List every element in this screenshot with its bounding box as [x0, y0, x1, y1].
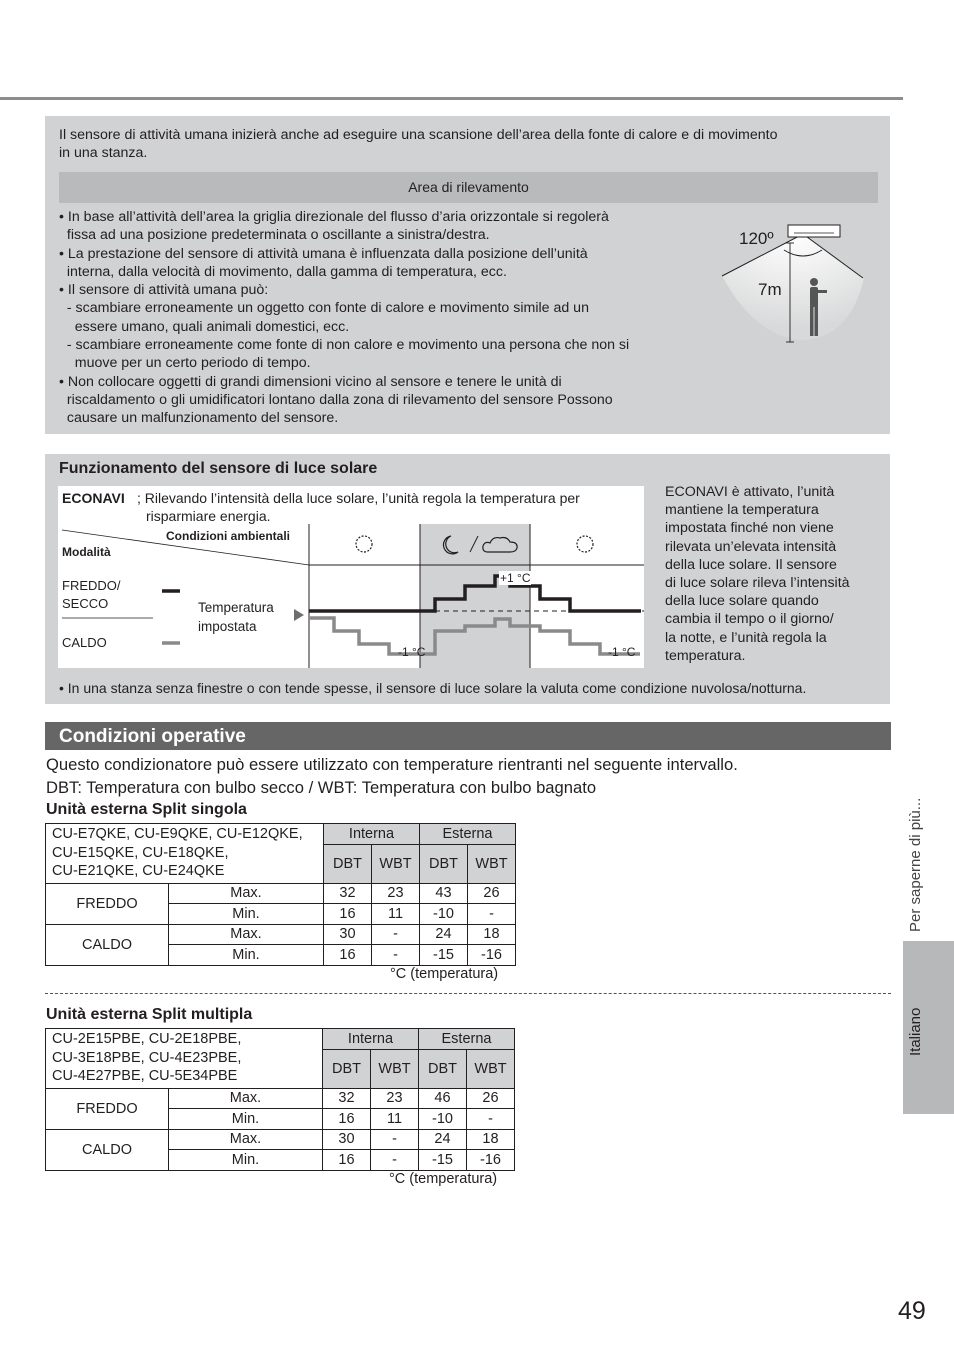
multi-split-table: [45, 1028, 515, 1171]
side-section-label: Per saperne di più...: [907, 797, 924, 932]
value-cell: 30: [324, 924, 372, 945]
sensor-bullet-list: [59, 208, 709, 428]
value-cell: -: [467, 1109, 515, 1130]
econavi-description-line: la notte, e l’unità regola la: [665, 629, 827, 646]
value-cell: 11: [371, 1109, 419, 1130]
max-cell: Max.: [169, 924, 324, 945]
dbt-header: DBT: [324, 844, 372, 883]
value-cell: 16: [323, 1109, 371, 1130]
max-cell: Max.: [169, 1088, 323, 1109]
value-cell: -: [468, 904, 516, 925]
wbt-header: WBT: [372, 844, 420, 883]
section-title: Condizioni operative: [45, 722, 891, 750]
value-cell: 32: [324, 883, 372, 904]
econavi-description: [665, 483, 850, 665]
econavi-description-line: ECONAVI è attivato, l’unità: [665, 484, 835, 500]
sun-icon: [577, 536, 593, 552]
max-cell: Max.: [169, 883, 324, 904]
value-cell: -16: [468, 945, 516, 966]
sensor-bullet-line: interna, dalla velocità di movimento, dalla gamma di temperatura, ecc.: [59, 263, 507, 280]
cool-mode-cell: FREDDO: [46, 1088, 169, 1129]
min-cell: Min.: [169, 1150, 323, 1171]
model-line: CU-E21QKE, CU-E24QKE: [52, 863, 225, 879]
plus-one-label: +1 °C: [500, 571, 531, 585]
sensor-bullet-line: • La prestazione del sensore di attività umana è influenzata dalla posizione dell’unità: [59, 245, 588, 262]
mode-cool: [62, 577, 121, 613]
value-cell: -: [371, 1129, 419, 1150]
value-cell: 11: [372, 904, 420, 925]
table-heading: Unità esterna Split multipla: [46, 1006, 253, 1023]
value-cell: -15: [419, 1150, 467, 1171]
top-rule: [0, 97, 903, 100]
min-cell: Min.: [169, 945, 324, 966]
mode-heat: CALDO: [62, 635, 107, 650]
wbt-header: WBT: [468, 844, 516, 883]
dbt-header: DBT: [419, 1049, 467, 1088]
unit-note: °C (temperatura): [389, 1171, 498, 1187]
model-line: CU-4E27PBE, CU-5E34PBE: [52, 1068, 238, 1084]
econavi-label: ECONAVI: [62, 490, 125, 506]
model-line: CU-3E18PBE, CU-4E23PBE,: [52, 1049, 242, 1066]
heat-mode-cell: CALDO: [46, 924, 169, 965]
econavi-diagram: [58, 486, 644, 668]
solar-note: • In una stanza senza finestre o con tende spesse, il sensore di luce solare la valuta come condizione nuvolosa/notturna.: [59, 680, 807, 696]
dashed-divider: [45, 993, 891, 994]
sensor-bullet-line: - scambiare erroneamente come fonte di non calore e movimento una persona che non si: [59, 337, 630, 354]
max-cell: Max.: [169, 1129, 323, 1150]
operating-intro: [46, 753, 738, 799]
model-line: CU-E7QKE, CU-E9QKE, CU-E12QKE,: [52, 826, 303, 842]
language-tab-label: Italiano: [907, 1007, 924, 1056]
unit-note: °C (temperatura): [390, 966, 499, 982]
mode-header: Modalità: [62, 545, 111, 559]
mode-cool-line: FREDDO/: [62, 578, 121, 593]
sensor-bullet-line: - scambiare erroneamente un oggetto con fonte di calore e movimento simile ad un: [59, 300, 589, 317]
detection-area-header: Area di rilevamento: [59, 172, 878, 203]
econavi-text: risparmiare energia.: [146, 508, 271, 524]
table-heading: Unità esterna Split singola: [46, 801, 247, 818]
model-line: CU-2E15PBE, CU-2E18PBE,: [52, 1031, 242, 1047]
sensor-bullet-line: essere umano, quali animali domestici, ecc.: [59, 318, 350, 335]
sensor-intro: [59, 126, 879, 163]
value-cell: 26: [468, 883, 516, 904]
operating-intro-line: Questo condizionatore può essere utilizzato con temperature rientranti nel seguente intervallo.: [46, 755, 738, 774]
value-cell: 16: [324, 945, 372, 966]
value-cell: 23: [371, 1088, 419, 1109]
value-cell: -10: [419, 1109, 467, 1130]
setpoint-arrow-icon: [294, 609, 304, 621]
econavi-description-line: cambia il tempo o il giorno/: [665, 611, 834, 628]
sensor-bullet-line: riscaldamento o gli umidificatori lontano dalla zona di rilevamento del sensore Possono: [59, 391, 613, 408]
outdoor-header: Esterna: [419, 1029, 515, 1050]
value-cell: 30: [323, 1129, 371, 1150]
setpoint-label: [198, 599, 274, 636]
value-cell: 43: [420, 883, 468, 904]
value-cell: -15: [420, 945, 468, 966]
wbt-header: WBT: [467, 1049, 515, 1088]
minus-one-label: -1 °C: [608, 645, 636, 659]
min-cell: Min.: [169, 904, 324, 925]
sensor-bullet-line: • In base all’attività dell’area la griglia direzionale del flusso d’aria orizzontale si regolerà: [59, 209, 609, 225]
indoor-header: Interna: [324, 824, 420, 845]
indoor-unit-icon: [788, 225, 840, 237]
model-line: CU-E15QKE, CU-E18QKE,: [52, 844, 229, 861]
econavi-description-line: della luce solare. Il sensore: [665, 556, 837, 573]
value-cell: 24: [420, 924, 468, 945]
sun-icon: [356, 536, 372, 552]
setpoint-label-line: impostata: [198, 618, 257, 634]
value-cell: 18: [468, 924, 516, 945]
detection-distance: 7m: [758, 280, 782, 299]
value-cell: -: [372, 924, 420, 945]
value-cell: 26: [467, 1088, 515, 1109]
value-cell: 18: [467, 1129, 515, 1150]
sensor-bullet-line: causare un malfunzionamento del sensore.: [59, 410, 339, 427]
heat-mode-cell: CALDO: [46, 1129, 169, 1170]
sensor-bullet-line: fissa ad una posizione predeterminata o oscillante a sinistra/destra.: [59, 227, 490, 244]
econavi-text: ; Rilevando l’intensità della luce solare, l’unità regola la temperatura per: [137, 490, 580, 506]
detection-angle: 120º: [739, 229, 774, 248]
econavi-description-line: mantiene la temperatura: [665, 502, 819, 519]
page-number: 49: [898, 1297, 926, 1325]
sensor-bullet-line: • Il sensore di attività umana può:: [59, 282, 269, 299]
sensor-intro-line: Il sensore di attività umana inizierà anche ad eseguire una scansione dell’area della fonte di calore e di movimento: [59, 127, 778, 143]
value-cell: 24: [419, 1129, 467, 1150]
cool-mode-cell: FREDDO: [46, 883, 169, 924]
sensor-bullet-line: • Non collocare oggetti di grandi dimensioni vicino al sensore e tenere le unità di: [59, 373, 562, 390]
wbt-header: WBT: [371, 1049, 419, 1088]
value-cell: 46: [419, 1088, 467, 1109]
value-cell: -: [372, 945, 420, 966]
minus-one-label: -1 °C: [398, 645, 426, 659]
econavi-description-line: rilevata un’elevata intensità: [665, 538, 837, 555]
setpoint-label-line: Temperatura: [198, 600, 274, 615]
econavi-description-line: temperatura.: [665, 647, 746, 664]
mode-cool-line: SECCO: [62, 596, 109, 611]
value-cell: 16: [324, 904, 372, 925]
econavi-description-line: della luce solare quando: [665, 593, 819, 610]
value-cell: -10: [420, 904, 468, 925]
solar-sensor-title: Funzionamento del sensore di luce solare: [59, 460, 378, 477]
outdoor-header: Esterna: [420, 824, 516, 845]
dbt-header: DBT: [420, 844, 468, 883]
value-cell: -: [371, 1150, 419, 1171]
value-cell: 16: [323, 1150, 371, 1171]
conditions-header: Condizioni ambientali: [166, 529, 291, 543]
min-cell: Min.: [169, 1109, 323, 1130]
dbt-header: DBT: [323, 1049, 371, 1088]
sensor-intro-line: in una stanza.: [59, 145, 148, 162]
econavi-description-line: di luce solare rileva l’intensità: [665, 575, 850, 592]
model-list: [46, 1029, 323, 1089]
model-list: [46, 824, 324, 884]
value-cell: 23: [372, 883, 420, 904]
indoor-header: Interna: [323, 1029, 419, 1050]
sensor-bullet-line: muove per un certo periodo di tempo.: [59, 355, 311, 372]
operating-intro-line: DBT: Temperatura con bulbo secco / WBT: Temperatura con bulbo bagnato: [46, 778, 597, 797]
single-split-table: [45, 823, 516, 966]
value-cell: 32: [323, 1088, 371, 1109]
econavi-description-line: impostata finché non viene: [665, 520, 834, 537]
value-cell: -16: [467, 1150, 515, 1171]
